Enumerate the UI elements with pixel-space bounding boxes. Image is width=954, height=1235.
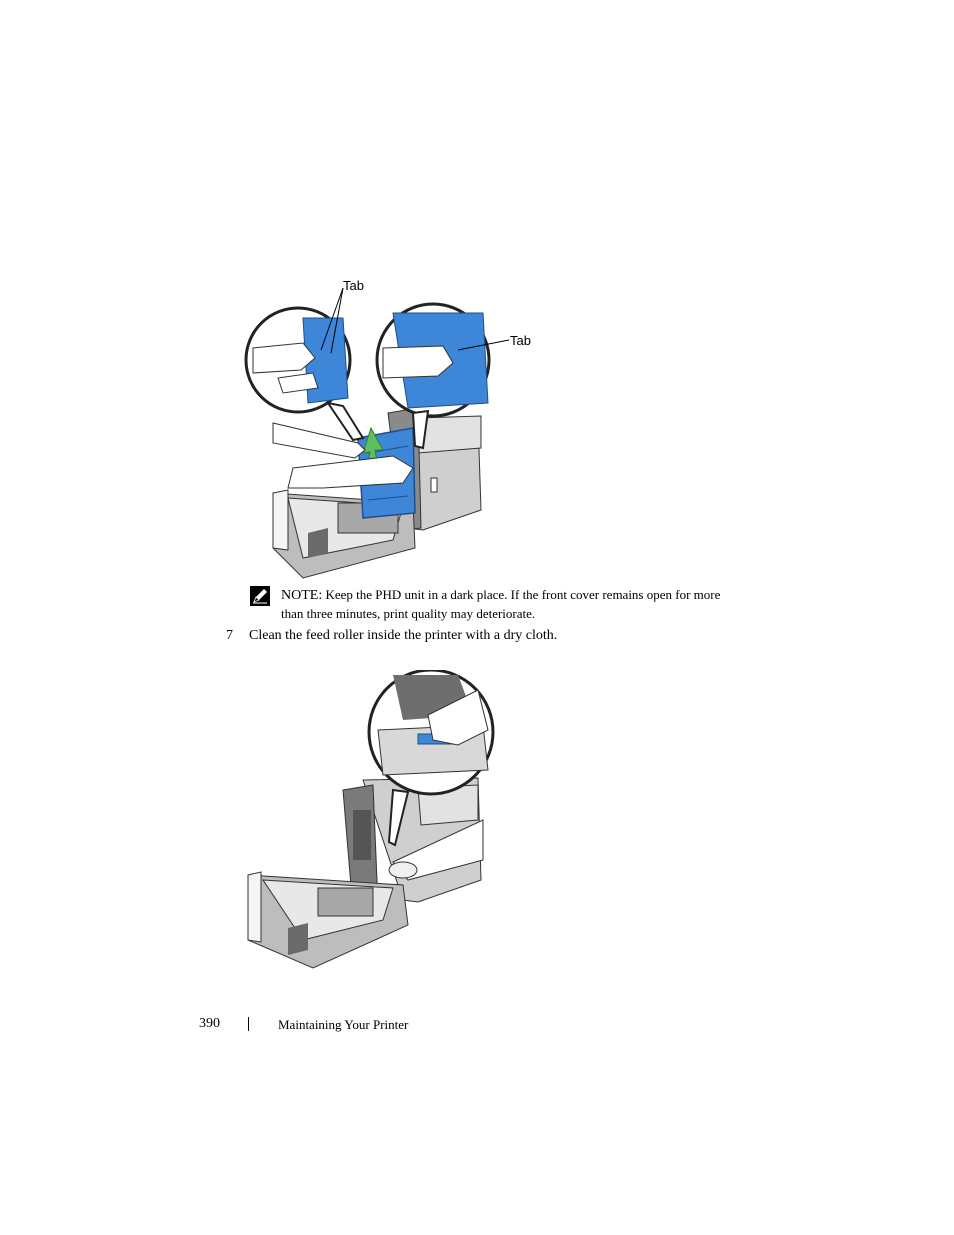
note-block — [281, 586, 721, 623]
zoom-circle-left — [246, 308, 363, 440]
footer-section-title: Maintaining Your Printer — [278, 1017, 409, 1032]
footer-separator — [248, 1017, 249, 1031]
note-text: Keep the PHD unit in a dark place. If the front cover remains open for more than three minutes, print quality may deteriorate. — [281, 587, 721, 621]
tab-callout-left: Tab — [343, 278, 364, 293]
note-pencil-icon — [250, 586, 270, 606]
phd-removal-illustration — [243, 278, 533, 580]
step-text: Clean the feed roller inside the printer with a dry cloth. — [249, 628, 558, 643]
step-item — [226, 627, 557, 645]
tab-callout-right: Tab — [510, 333, 531, 348]
step-number: 7 — [226, 628, 233, 643]
note-label: NOTE: — [281, 588, 323, 603]
open-front-tray — [248, 872, 408, 968]
page-number: 390 — [199, 1016, 220, 1031]
feed-roller-cleaning-illustration — [243, 670, 495, 970]
